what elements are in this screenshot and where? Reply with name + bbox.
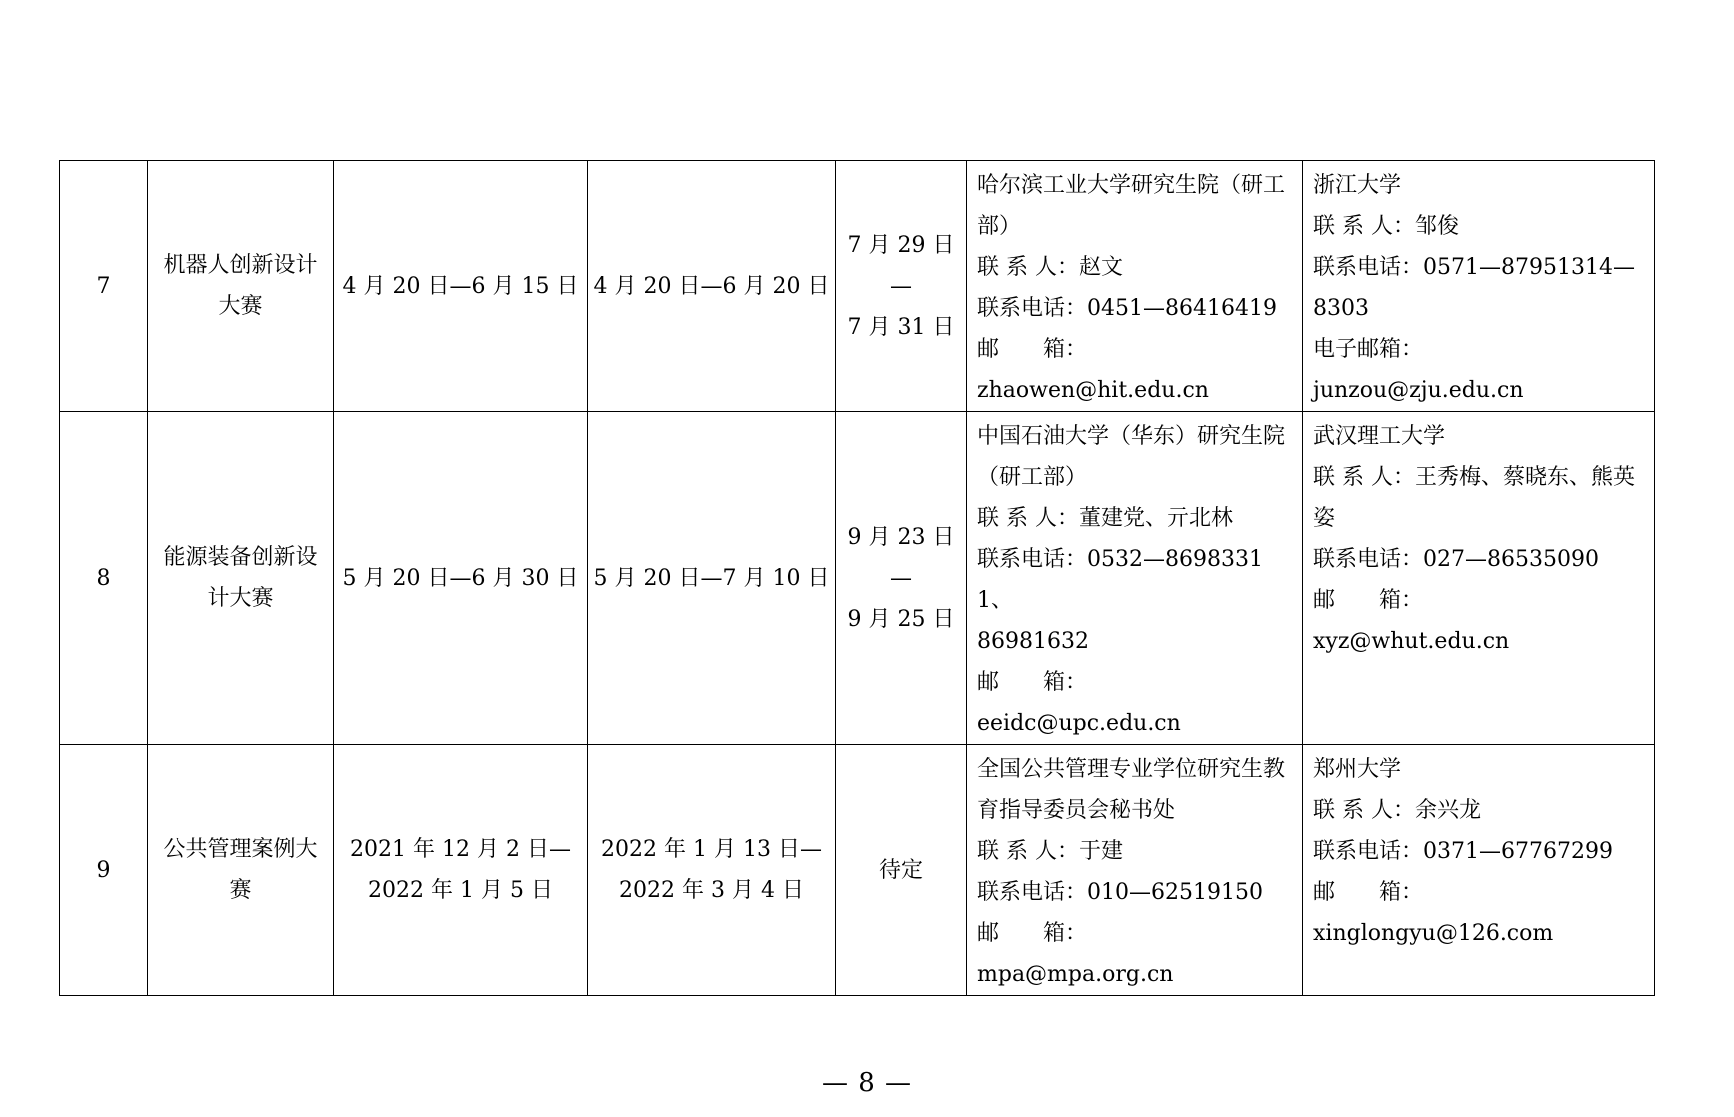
- table-row: [60, 412, 1655, 745]
- cell-organizer-line: 邮 箱：: [977, 670, 1088, 695]
- cell-period-a-line: 2022 年 1 月 5 日: [368, 878, 553, 903]
- cell-organizer: [967, 412, 1303, 745]
- cell-period-a: [334, 745, 588, 996]
- cell-organizer: [967, 161, 1303, 412]
- cell-number-text: 7: [96, 273, 111, 299]
- cell-host-line: 联 系 人：余兴龙: [1313, 798, 1481, 823]
- cell-period-a-line: 5 月 20 日—6 月 30 日: [342, 565, 579, 591]
- cell-competition-name-line: 能源装备创新设: [163, 545, 318, 570]
- table-row: [60, 161, 1655, 412]
- cell-host-line: 郑州大学: [1313, 757, 1402, 782]
- cell-organizer-line: 联系电话：0532—86983311、: [977, 547, 1263, 613]
- cell-competition-name-line: 赛: [229, 878, 252, 903]
- cell-organizer-line: 联 系 人：于建: [977, 839, 1123, 864]
- cell-period-a: [334, 412, 588, 745]
- cell-final-date: [836, 412, 967, 745]
- cell-host-line: 邮 箱：: [1313, 880, 1424, 905]
- cell-period-b-line: 2022 年 1 月 13 日—: [601, 837, 822, 862]
- cell-host-line: 武汉理工大学: [1313, 424, 1446, 449]
- cell-final-date-line: 待定: [878, 857, 923, 883]
- cell-host-line: 邮 箱：: [1313, 588, 1424, 613]
- cell-period-a-line: 2021 年 12 月 2 日—: [350, 837, 571, 862]
- cell-organizer-line: mpa@mpa.org.cn: [977, 962, 1174, 987]
- cell-period-b-line: 5 月 20 日—7 月 10 日: [593, 565, 830, 591]
- cell-competition-name-line: 公共管理案例大: [163, 837, 318, 862]
- cell-organizer-line: zhaowen@hit.edu.cn: [977, 378, 1209, 403]
- cell-competition-name-line: 机器人创新设计: [163, 253, 318, 278]
- cell-host: [1303, 161, 1655, 412]
- cell-final-date-line: 9 月 25 日: [847, 606, 955, 632]
- cell-period-a: [334, 161, 588, 412]
- cell-organizer-line: （研工部）: [977, 465, 1088, 490]
- cell-organizer-line: 育指导委员会秘书处: [977, 798, 1176, 823]
- cell-host-line: 联系电话：0371—67767299: [1313, 839, 1613, 864]
- cell-organizer-line: 全国公共管理专业学位研究生教: [977, 757, 1286, 782]
- cell-host-line: 联系电话：0571—87951314—8303: [1313, 255, 1635, 321]
- cell-competition-name: [148, 161, 334, 412]
- cell-final-date-line: —: [890, 273, 912, 299]
- cell-organizer-line: 邮 箱：: [977, 337, 1088, 362]
- cell-organizer-line: 联 系 人：董建党、亓北林: [977, 506, 1233, 531]
- cell-organizer-line: 哈尔滨工业大学研究生院（研工: [977, 173, 1286, 198]
- cell-organizer-line: 86981632: [977, 629, 1089, 654]
- cell-period-b: [588, 412, 836, 745]
- cell-final-date: [836, 161, 967, 412]
- cell-host-line: xinglongyu@126.com: [1313, 921, 1554, 946]
- cell-final-date-line: 7 月 31 日: [847, 314, 955, 340]
- cell-competition-name: [148, 412, 334, 745]
- page-number: — 8 —: [821, 1068, 913, 1098]
- table-row: [60, 745, 1655, 996]
- cell-period-b-line: 2022 年 3 月 4 日: [619, 878, 804, 903]
- cell-final-date: [836, 745, 967, 996]
- cell-competition-name: [148, 745, 334, 996]
- cell-host-line: 联 系 人：邹俊: [1313, 214, 1459, 239]
- cell-organizer-line: 中国石油大学（华东）研究生院: [977, 424, 1286, 449]
- cell-host-line: 电子邮箱：: [1313, 337, 1424, 362]
- cell-host-line: 姿: [1313, 506, 1336, 531]
- cell-host-line: 联系电话：027—86535090: [1313, 547, 1599, 572]
- cell-host: [1303, 745, 1655, 996]
- cell-competition-name-line: 计大赛: [207, 586, 274, 611]
- cell-final-date-line: 7 月 29 日: [847, 232, 955, 258]
- cell-competition-name-line: 大赛: [218, 294, 263, 319]
- cell-number: [60, 161, 148, 412]
- cell-period-b-line: 4 月 20 日—6 月 20 日: [593, 273, 830, 299]
- cell-host: [1303, 412, 1655, 745]
- cell-host-line: junzou@zju.edu.cn: [1313, 378, 1524, 403]
- cell-number-text: 8: [96, 565, 111, 591]
- cell-host-line: xyz@whut.edu.cn: [1313, 629, 1510, 654]
- cell-organizer-line: 联系电话：0451—86416419: [977, 296, 1277, 321]
- cell-organizer-line: 联 系 人：赵文: [977, 255, 1123, 280]
- cell-number: [60, 745, 148, 996]
- cell-final-date-line: —: [890, 565, 912, 591]
- cell-number-text: 9: [96, 857, 111, 883]
- table-body: [60, 161, 1655, 996]
- cell-organizer: [967, 745, 1303, 996]
- cell-organizer-line: 邮 箱：: [977, 921, 1088, 946]
- cell-number: [60, 412, 148, 745]
- cell-final-date-line: 9 月 23 日: [847, 524, 955, 550]
- cell-period-b: [588, 161, 836, 412]
- cell-organizer-line: eeidc@upc.edu.cn: [977, 711, 1181, 736]
- cell-period-b: [588, 745, 836, 996]
- cell-period-a-line: 4 月 20 日—6 月 15 日: [342, 273, 579, 299]
- cell-organizer-line: 联系电话：010—62519150: [977, 880, 1263, 905]
- cell-host-line: 联 系 人：王秀梅、蔡晓东、熊英: [1313, 465, 1635, 490]
- cell-host-line: 浙江大学: [1313, 173, 1402, 198]
- cell-organizer-line: 部）: [977, 214, 1022, 239]
- competition-table: [59, 160, 1655, 996]
